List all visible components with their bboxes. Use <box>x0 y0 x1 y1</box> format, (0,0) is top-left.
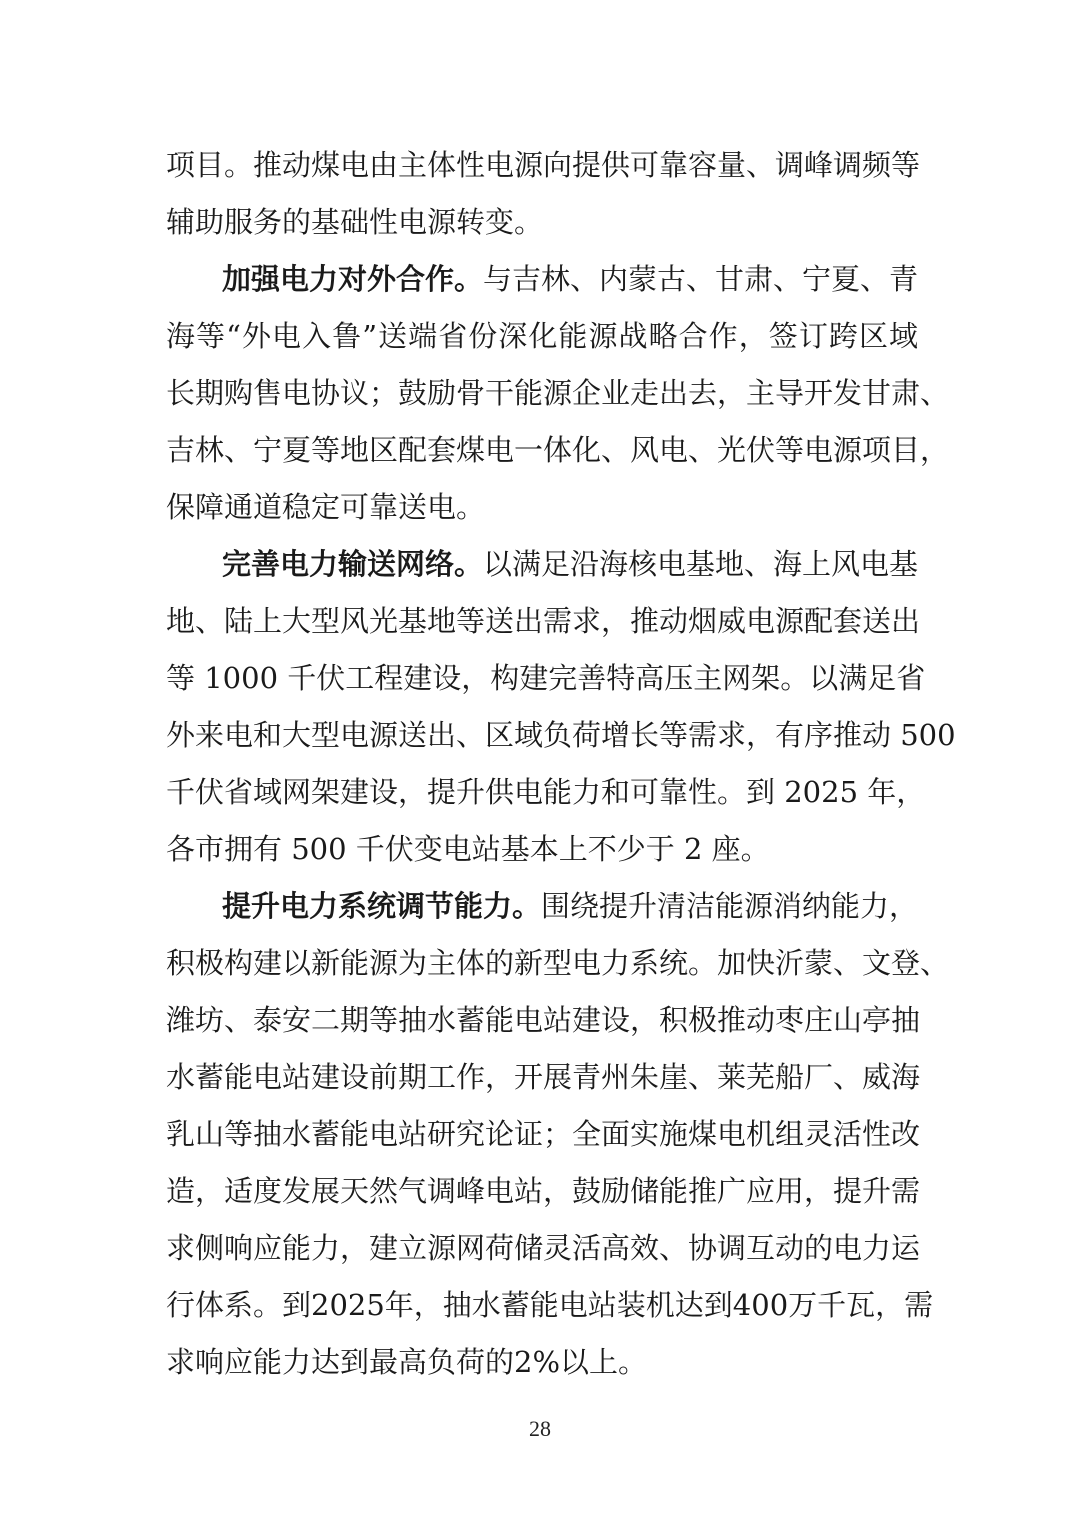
body-line: 水蓄能电站建设前期工作，开展青州朱崖、莱芜船厂、威海 <box>166 1060 921 1094</box>
body-line: 海等“外电入鲁”送端省份深化能源战略合作，签订跨区域 <box>166 319 918 353</box>
body-line: 求侧响应能力，建立源网荷储灵活高效、协调互动的电力运 <box>166 1231 921 1265</box>
paragraph-first-line: 加强电力对外合作。与吉林、内蒙古、甘肃、宁夏、青 <box>222 262 919 296</box>
body-line: 地、陆上大型风光基地等送出需求，推动烟威电源配套送出 <box>166 604 921 638</box>
body-line: 千伏省域网架建设，提升供电能力和可靠性。到 2025 年， <box>166 775 926 809</box>
body-line: 造，适度发展天然气调峰电站，鼓励储能推广应用，提升需 <box>166 1174 921 1208</box>
paragraph-first-line: 完善电力输送网络。以满足沿海核电基地、海上风电基 <box>222 547 919 581</box>
body-line: 项目。推动煤电由主体性电源向提供可靠容量、调峰调频等 <box>166 148 921 182</box>
body-line: 各市拥有 500 千伏变电站基本上不少于 2 座。 <box>166 832 770 866</box>
paragraph-first-line: 提升电力系统调节能力。围绕提升清洁能源消纳能力， <box>222 889 919 923</box>
page-number: 28 <box>529 1416 551 1441</box>
body-line: 行体系。到2025年，抽水蓄能电站装机达到400万千瓦，需 <box>166 1288 934 1322</box>
body-line: 吉林、宁夏等地区配套煤电一体化、风电、光伏等电源项目， <box>166 433 950 467</box>
body-line: 辅助服务的基础性电源转变。 <box>166 205 544 239</box>
body-line: 潍坊、泰安二期等抽水蓄能电站建设，积极推动枣庄山亭抽 <box>166 1003 921 1037</box>
body-line: 外来电和大型电源送出、区域负荷增长等需求，有序推动 500 <box>166 718 956 752</box>
body-line: 等 1000 千伏工程建设，构建完善特高压主网架。以满足省 <box>166 661 926 695</box>
body-line: 保障通道稳定可靠送电。 <box>166 490 486 524</box>
paragraph-heading: 提升电力系统调节能力。 <box>222 889 542 923</box>
body-line: 乳山等抽水蓄能电站研究论证；全面实施煤电机组灵活性改 <box>166 1117 921 1151</box>
body-line: 积极构建以新能源为主体的新型电力系统。加快沂蒙、文登、 <box>166 946 950 980</box>
body-line: 求响应能力达到最高负荷的2%以上。 <box>166 1345 648 1379</box>
body-line: 长期购售电协议；鼓励骨干能源企业走出去，主导开发甘肃、 <box>166 376 950 410</box>
paragraph-heading: 完善电力输送网络。 <box>222 547 484 581</box>
paragraph-heading: 加强电力对外合作。 <box>222 262 484 296</box>
